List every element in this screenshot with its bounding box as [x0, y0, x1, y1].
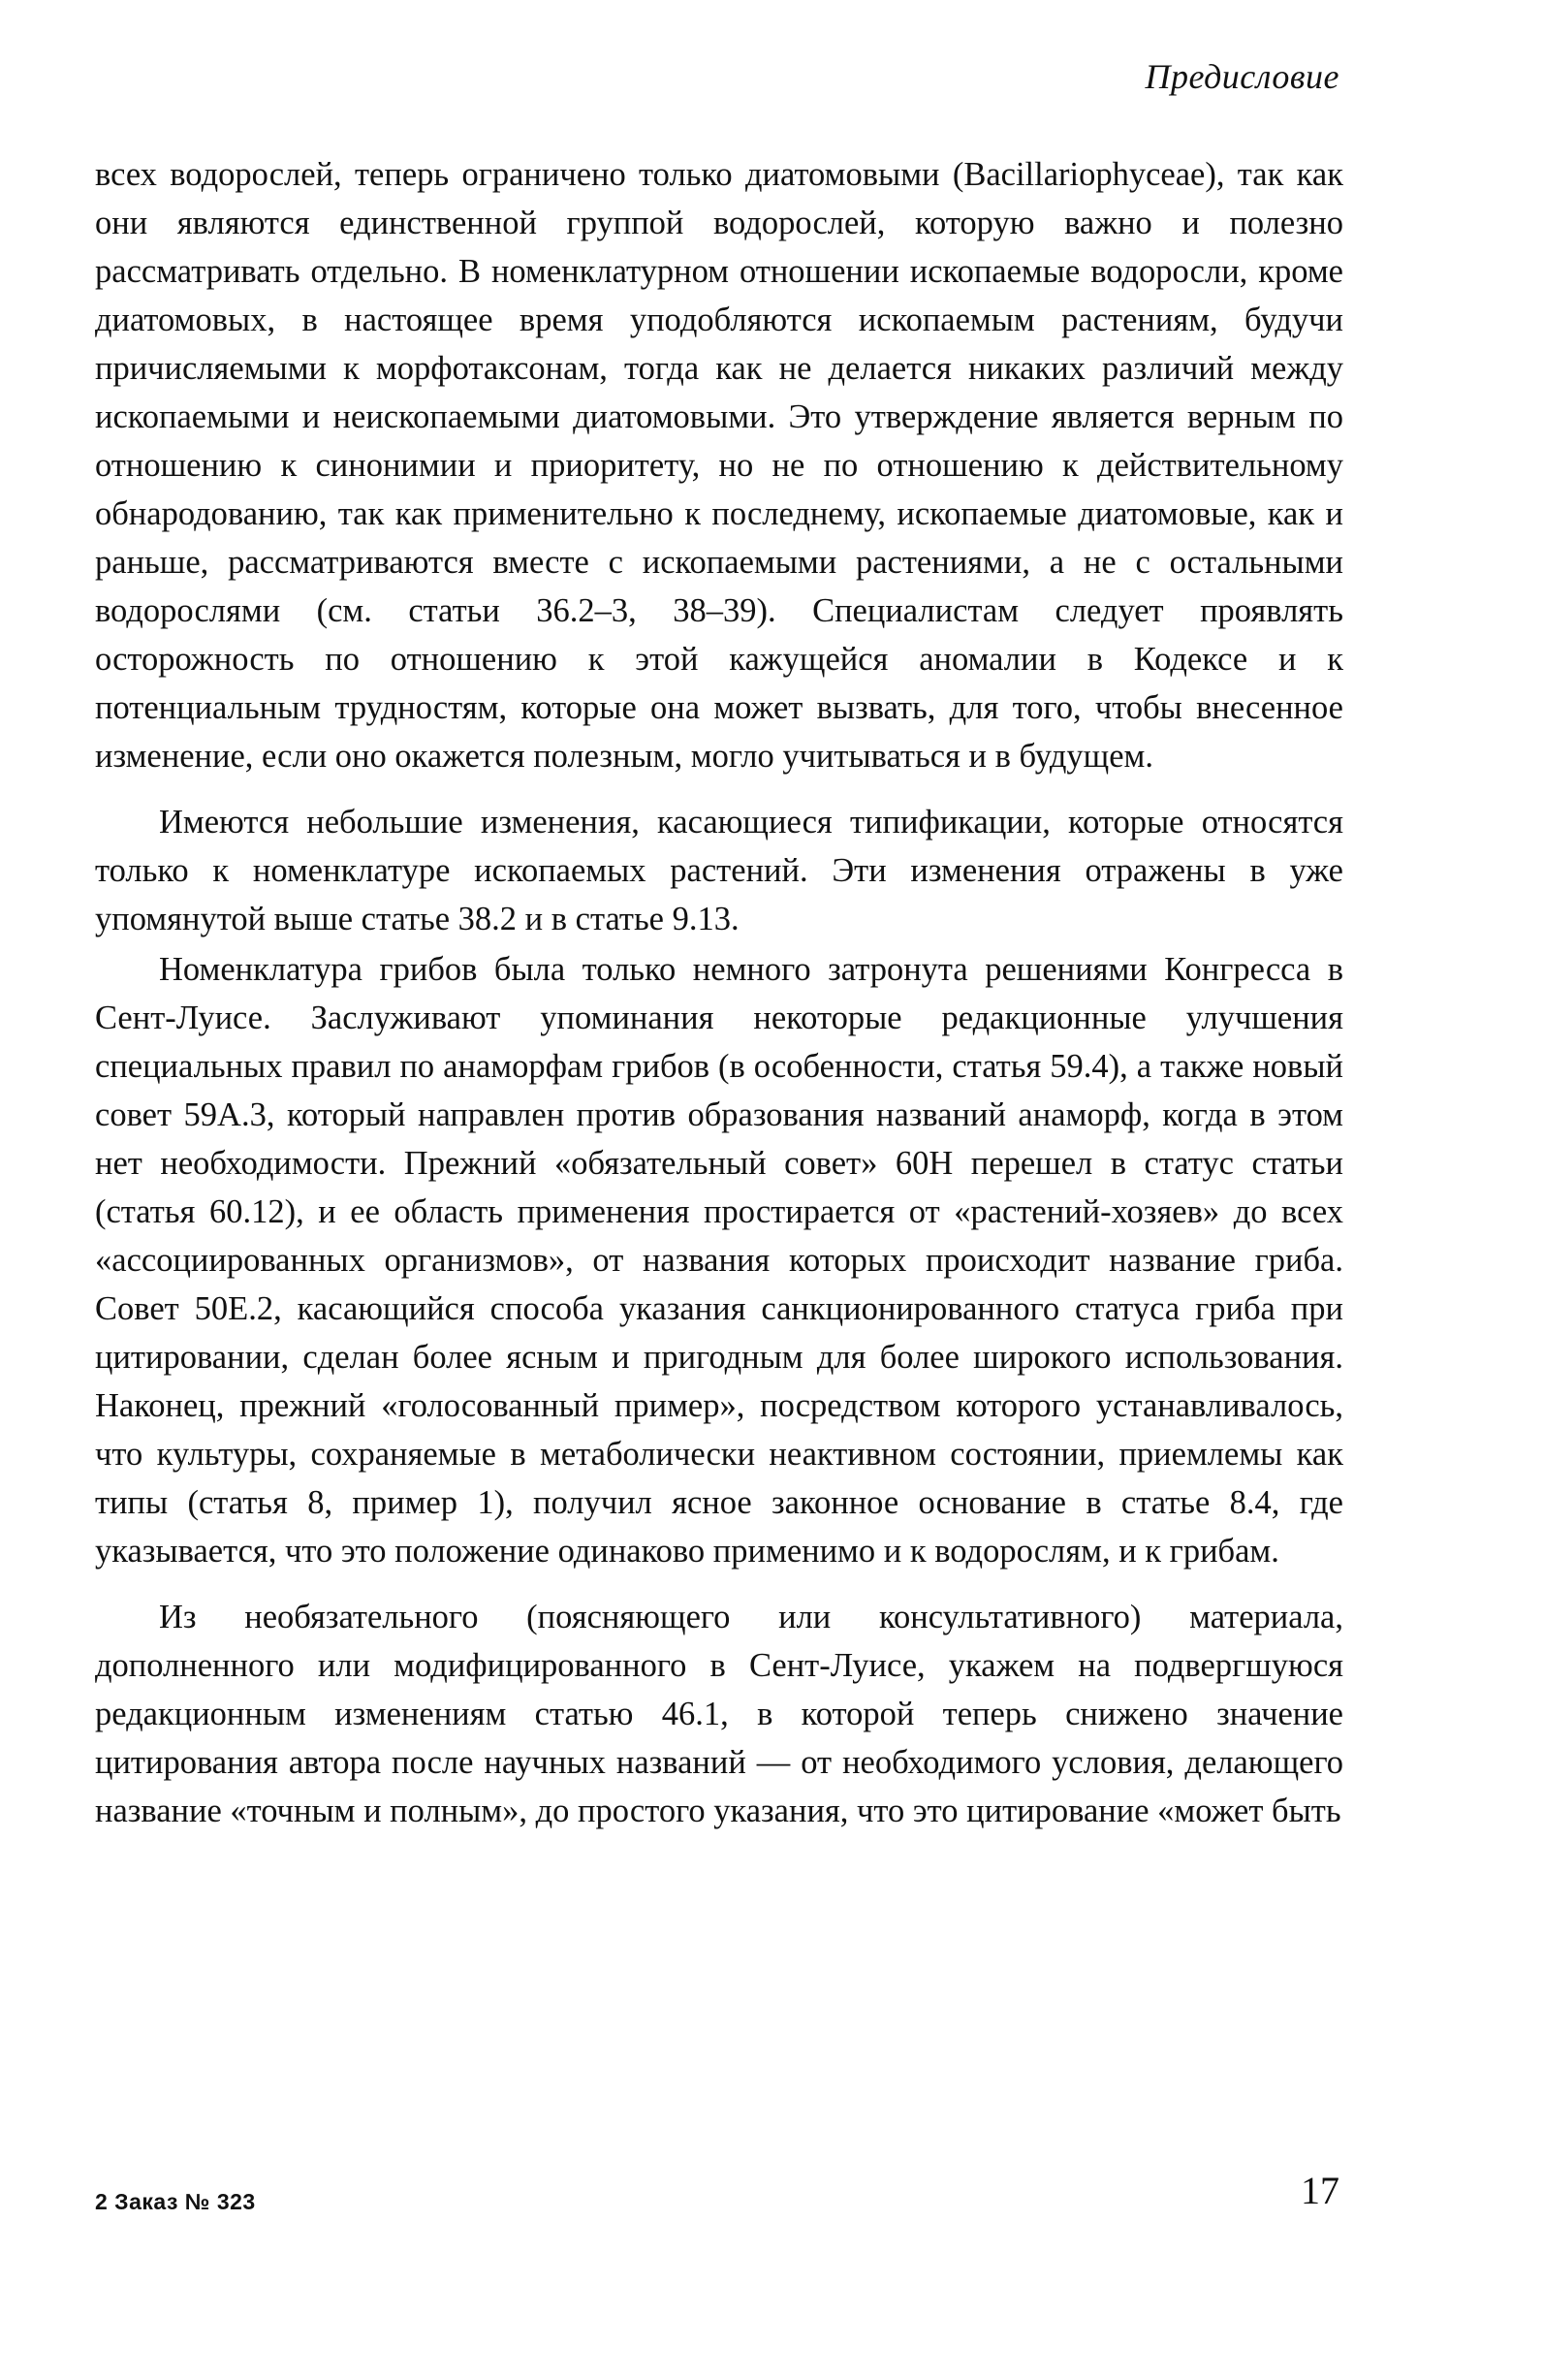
printer-signature: 2 Заказ № 323 [95, 2189, 256, 2214]
page-number: 17 [1301, 2169, 1339, 2212]
paragraph-diatoms: всех водорослей, теперь ограничено только диатомовыми (Bacillariophyceae), так как они являются единственной группой водорослей, которую важно и полезно рассматривать отдельно. В номенклатурном отношении ископаемые водоросли, кроме диатомовых, в настоящее время уподобляются ископаемым растениям, будучи причисляемыми к морфотаксонам, тогда как не делается никаких различий между ископаемыми и неископаемыми диатомовыми. Это утверждение является верным по отношению к синонимии и приоритету, но не по отношению к действительному обнародованию, так как применительно к последнему, ископаемые диатомовые, как и раньше, рассматриваются вместе с ископаемыми растениями, а не с остальными водорослями (см. статьи 36.2–3, 38–39). Специалистам следует проявлять осторожность по отношению к этой кажущейся аномалии в Кодексе и к потенциальным трудностям, которые она может вызвать, для того, чтобы внесенное изменение, если оно окажется полезным, могло учитываться и в будущем. [95, 156, 1343, 775]
paragraph-fungi: Номенклатура грибов была только немного затронута решениями Конгресса в Сент-Луисе. Заслуживают упоминания некоторые редакционные улучшения специальных правил по анаморфам грибов (в особенности, статья 59.4), а также новый совет 59А.3, который направлен против образования названий анаморф, когда в этом нет необходимости. Прежний «обязательный совет» 60Н перешел в статус статьи (статья 60.12), и ее область применения простирается от «растений-хозяев» до всех «ассоциированных организмов», от названия которых происходит название гриба. Совет 50Е.2, касающийся способа указания санкционированного статуса гриба при цитировании, сделан более ясным и пригодным для более широкого использования. Наконец, прежний «голосованный пример», посредством которого устанавливалось, что культуры, сохраняемые в метаболически неактивном состоянии, приемлемы как типы (статья 8, пример 1), получил ясное законное основание в статье 8.4, где указывается, что это положение одинаково применимо и к водорослям, и к грибам. [95, 951, 1343, 1570]
paragraph-typification: Имеются небольшие изменения, касающиеся типификации, которые относятся только к номенклатуре ископаемых растений. Эти изменения отражены в уже упомянутой выше статье 38.2 и в статье 9.13. [95, 804, 1343, 937]
running-title: Предисловие [1145, 57, 1339, 96]
body-text [95, 150, 1343, 1835]
paragraph-optional-material: Из необязательного (поясняющего или консультативного) материала, дополненного или модифицированного в Сент-Луисе, укажем на подвергшуюся редакционным изменениям статью 46.1, в которой теперь снижено значение цитирования автора после научных названий — от необходимого условия, делающего название «точным и полным», до простого указания, что это цитирование «может быть [95, 1599, 1343, 1829]
